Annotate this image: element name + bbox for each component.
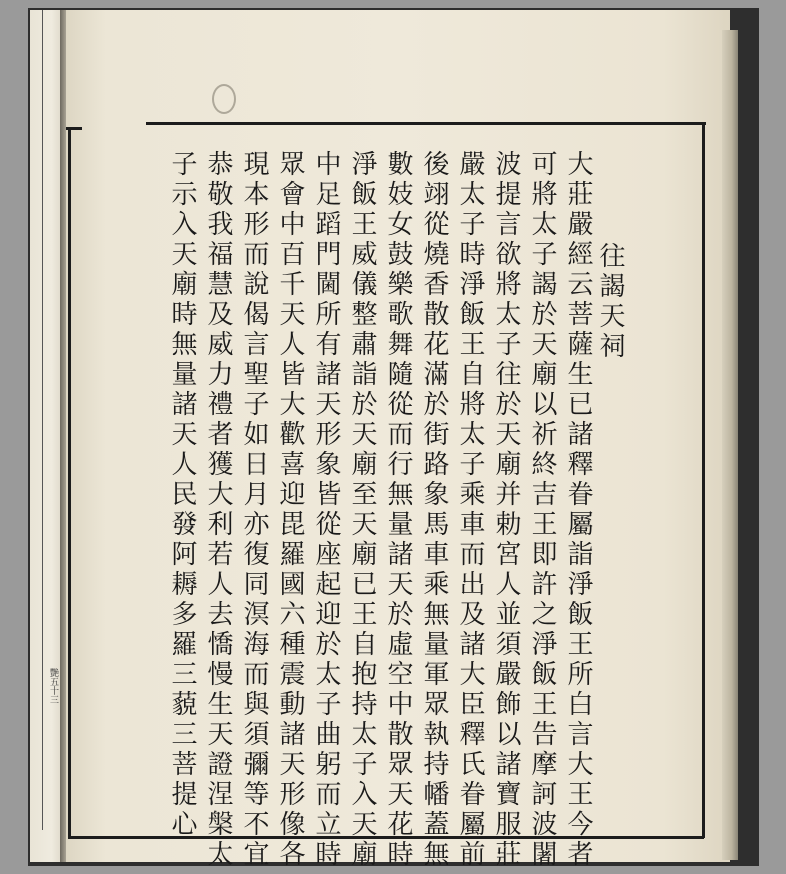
text-column: 淨飯王威儀整肅詣於天廟至天廟已王自抱持太子入天廟 [347,150,377,870]
text-column: 現本形而說偈言聖子如日月亦復同溟海而與須彌等不宜 [239,150,269,870]
text-column: 恭敬我福慧及威力禮者獲大利若人去憍慢生天證涅槃太 [203,150,233,870]
text-columns [150,150,630,870]
text-column: 數妓女鼓樂歌舞隨從而行無量諸天於虛空中散眾天花時 [383,150,413,870]
text-column: 眾會中百千天人皆大歡喜迎毘羅國六種震動諸天形像各 [275,150,305,870]
title: 往謁天祠 [595,242,625,362]
text-column: 後翊從燒香散花滿於街路象馬車乘無量軍眾執持幡蓋無 [419,150,449,870]
frame-top-line [146,122,706,125]
paper-stain [212,84,236,114]
text-column: 嚴太子時淨飯王自將太子乘車而出及諸大臣釋氏眷屬前 [455,150,485,870]
previous-page-frame [30,10,43,830]
text-column: 大莊嚴經云菩薩生已諸釋眷屬詣淨飯王所白言大王今者 [563,150,593,870]
text-column: 波提言欲將太子往於天廟并勅宮人並須嚴飾以諸寶服莊 [491,150,521,870]
frame-left-line [68,128,71,838]
text-column: 可將太子謁於天廟以祈終吉王即許之淨飯王告摩訶波闍 [527,150,557,870]
text-column: 子示入天廟時無量諸天人民發阿耨多羅三藐三菩提心 [167,150,197,840]
text-column: 中足蹈門閫所有諸天形象皆從座起迎於太子曲躬而立時 [311,150,341,870]
frame-right-line [702,123,705,838]
page-edge [722,30,738,860]
page-number: 艷五十三 [48,668,58,704]
